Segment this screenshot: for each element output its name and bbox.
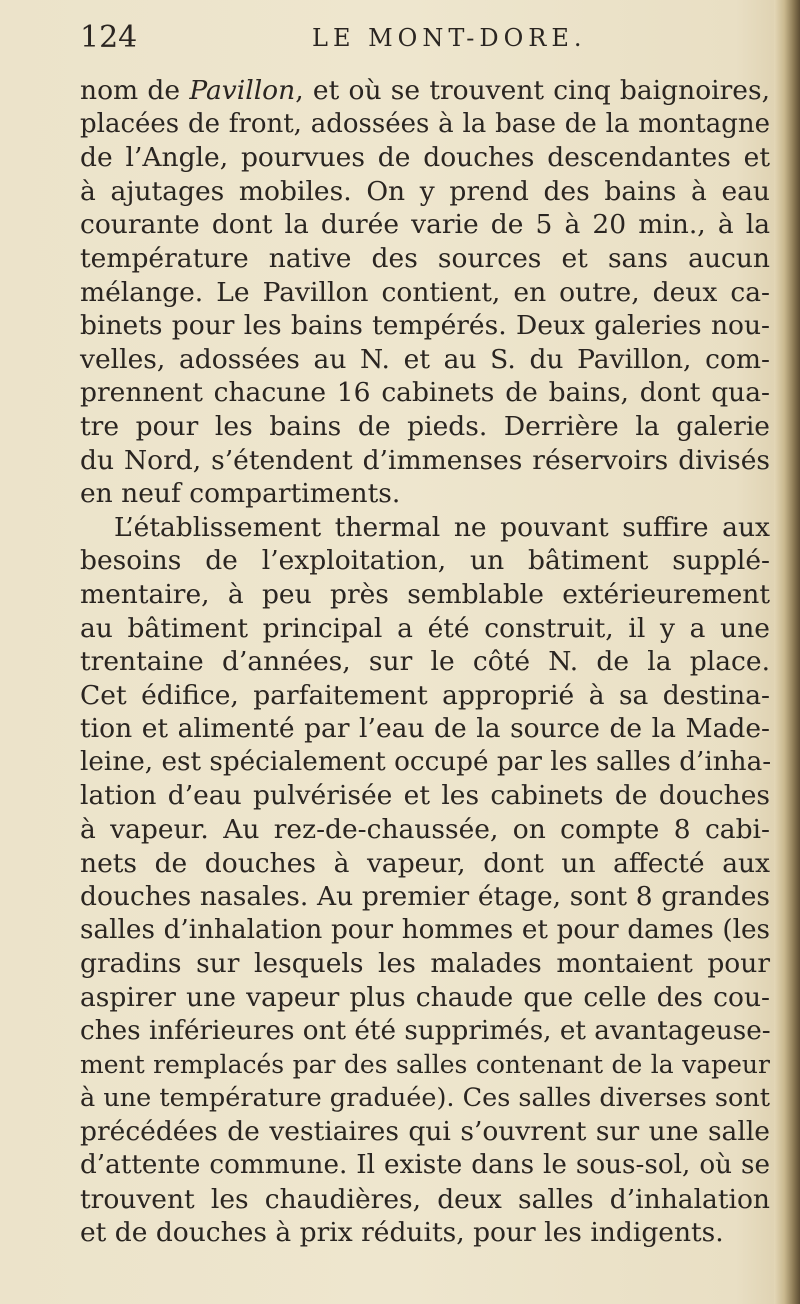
text-line: salles d’inhalation pour hommes et pour dames (les: [80, 914, 770, 945]
text-line: binets pour les bains tempérés. Deux galeries nou-: [80, 310, 770, 342]
text-line: d’attente commune. Il existe dans le sous-sol, où se: [80, 1150, 770, 1180]
emphasis-pavillon: Pavillon: [189, 75, 296, 106]
text-line-paragraph-start: L’établissement thermal ne pouvant suffire aux: [114, 511, 770, 543]
text-line-paragraph-end: en neuf compartiments.: [80, 478, 401, 510]
text-line: placées de front, adossées à la base de la montagne: [80, 108, 770, 139]
text-line: au bâtiment principal a été construit, il y a une: [80, 612, 770, 644]
text-line: mélange. Le Pavillon contient, en outre, deux ca-: [80, 276, 770, 308]
page-header: [80, 14, 760, 60]
text-line: courante dont la durée varie de 5 à 20 min., à la: [80, 209, 770, 241]
text-line: nom de Pavillon, et où se trouvent cinq baignoires,: [80, 75, 770, 106]
text-line: mentaire, à peu près semblable extérieurement: [80, 578, 770, 610]
text-line: ment remplacés par des salles contenant de la vapeur: [80, 1050, 770, 1080]
page-edge-shadow: [774, 0, 800, 1304]
text-line: à vapeur. Au rez-de-chaussée, on compte 8 cabi-: [80, 814, 770, 846]
text-line: du Nord, s’étendent d’immenses réservoirs divisés: [80, 444, 770, 476]
text-line: nets de douches à vapeur, dont un affecté aux: [80, 847, 770, 879]
text-line: trouvent les chaudières, deux salles d’inhalation: [80, 1183, 770, 1215]
text-line: trentaine d’années, sur le côté N. de la place.: [80, 646, 770, 678]
text-line: à ajutages mobiles. On y prend des bains à eau: [80, 175, 770, 207]
text-line: aspirer une vapeur plus chaude que celle des cou-: [80, 982, 770, 1014]
text-line: Cet édifice, parfaitement approprié à sa destina-: [80, 679, 770, 711]
text-line: lation d’eau pulvérisée et les cabinets de douches: [80, 780, 770, 812]
text-line: prennent chacune 16 cabinets de bains, dont qua-: [80, 377, 770, 409]
text-line: température native des sources et sans aucun: [80, 242, 770, 274]
text-line: gradins sur lesquels les malades montaient pour: [80, 948, 770, 980]
text-line: besoins de l’exploitation, un bâtiment supplé-: [80, 545, 770, 577]
body-text: [80, 74, 770, 1250]
text-line-paragraph-end: et de douches à prix réduits, pour les indigents.: [80, 1217, 724, 1249]
text-line: précédées de vestiaires qui s’ouvrent sur une salle: [80, 1116, 770, 1148]
text-line: leine, est spécialement occupé par les salles d’inha-: [80, 746, 772, 777]
text-line: de l’Angle, pourvues de douches descendantes et: [80, 142, 770, 174]
text-line: tion et alimenté par l’eau de la source de la Made-: [80, 713, 770, 745]
text-line: velles, adossées au N. et au S. du Pavillon, com-: [80, 343, 770, 375]
text-line: tre pour les bains de pieds. Derrière la galerie: [80, 410, 770, 442]
text-line: à une température graduée). Ces salles diverses sont: [80, 1082, 770, 1113]
text-line: douches nasales. Au premier étage, sont 8 grandes: [80, 881, 770, 913]
running-head: LE MONT-DORE.: [312, 24, 587, 52]
page-number: 124: [80, 20, 138, 55]
text-line: ches inférieures ont été supprimés, et avantageuse-: [80, 1015, 771, 1046]
